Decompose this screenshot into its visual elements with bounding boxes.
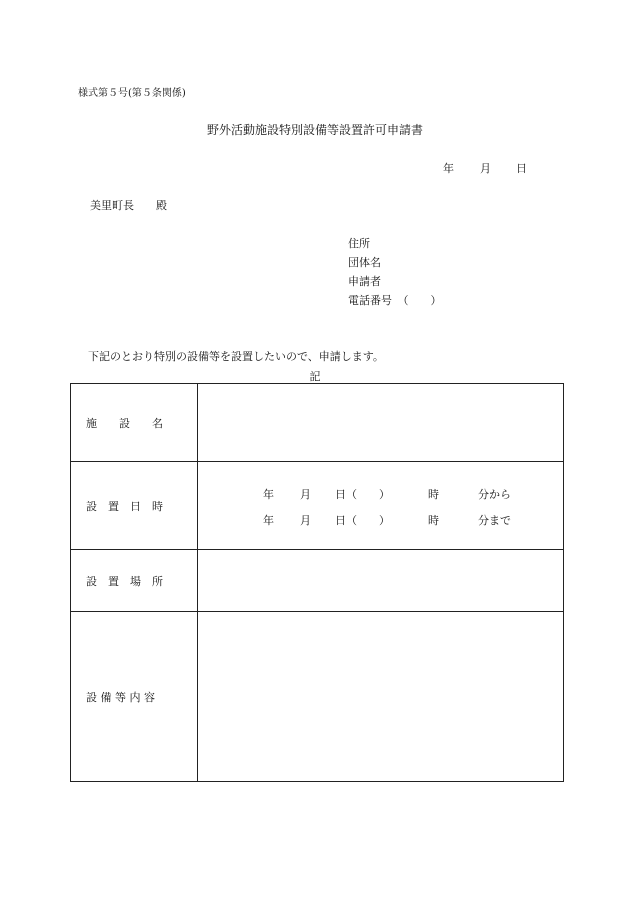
end-datetime — [198, 506, 563, 532]
end-minute: 分まで — [478, 513, 511, 527]
addressee: 美里町長 殿 — [90, 199, 167, 212]
location-field[interactable] — [198, 550, 564, 612]
datetime-field[interactable] — [198, 462, 564, 550]
datetime-row — [71, 462, 564, 550]
start-day: 日（ ） — [335, 487, 390, 501]
document-title: 野外活動施設特別設備等設置許可申請書 — [206, 123, 423, 137]
contents-field[interactable] — [198, 612, 564, 782]
start-minute: 分から — [478, 487, 511, 501]
end-year: 年 — [263, 513, 274, 527]
intro-text: 下記のとおり特別の設備等を設置したいので、申請します。 — [88, 350, 384, 363]
phone-label: 電話番号 （ ） — [348, 294, 442, 307]
facility-name-label: 施 設 名 — [71, 384, 198, 462]
facility-name-row — [71, 384, 564, 462]
ki-heading: 記 — [309, 370, 321, 383]
facility-name-field[interactable] — [198, 384, 564, 462]
form-number: 様式第５号(第５条関係) — [78, 88, 186, 99]
end-hour: 時 — [428, 513, 439, 527]
applicant-label: 申請者 — [348, 275, 381, 288]
end-month: 月 — [300, 513, 311, 527]
datetime-label: 設 置 日 時 — [71, 462, 198, 550]
start-year: 年 — [263, 487, 274, 501]
address-label: 住所 — [348, 237, 370, 250]
start-datetime — [198, 480, 563, 506]
contents-row — [71, 612, 564, 782]
contents-label: 設 備 等 内 容 — [71, 612, 198, 782]
location-label: 設 置 場 所 — [71, 550, 198, 612]
date-day: 日 — [516, 162, 527, 175]
group-name-label: 団体名 — [348, 256, 381, 269]
application-table — [70, 383, 564, 782]
date-year: 年 — [443, 162, 454, 175]
location-row — [71, 550, 564, 612]
start-hour: 時 — [428, 487, 439, 501]
date-month: 月 — [480, 162, 491, 175]
end-day: 日（ ） — [335, 513, 390, 527]
start-month: 月 — [300, 487, 311, 501]
